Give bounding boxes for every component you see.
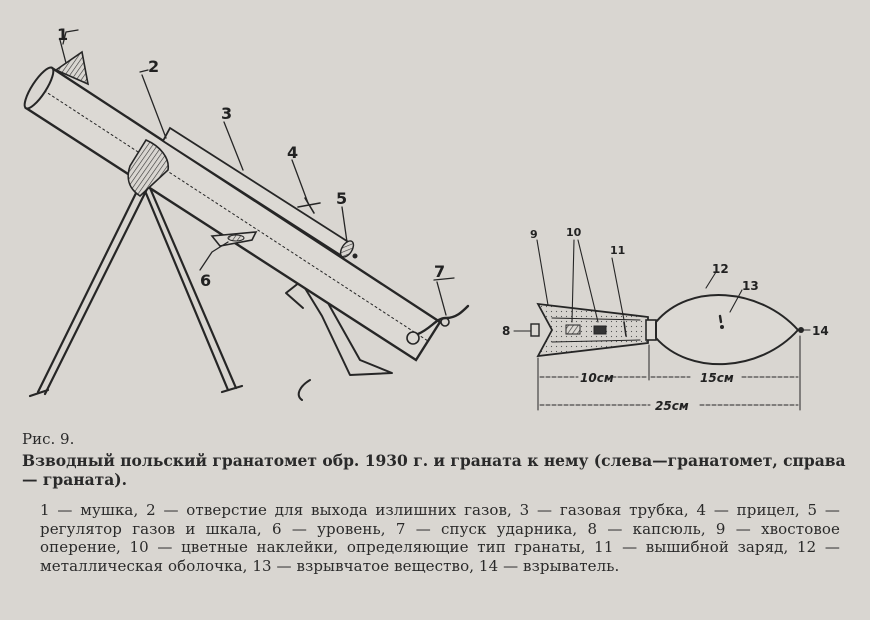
callout-12: 12 <box>712 262 729 276</box>
callout-5: 5 <box>336 189 348 208</box>
color-sticker-a <box>566 325 580 334</box>
callout-14: 14 <box>812 324 829 338</box>
callout-10: 10 <box>566 226 582 239</box>
grenade-drawing <box>502 226 829 413</box>
figure-title: Взводный польский гранатомет обр. 1930 г. и граната к нему (слева—гранатомет, справа — граната). <box>22 451 846 489</box>
grenade-body <box>656 295 798 364</box>
dim-total-length: 25см <box>655 399 689 413</box>
dim-tail-length: 10см <box>580 371 614 385</box>
figure-legend: 1 — мушка, 2 — отверстие для выхода излишних газов, 3 — газовая трубка, 4 — прицел, 5 — регулятор газов и шкала, 6 — уровень, 7 — спуск ударника, 8 — капсюль, 9 — хвостовое оперение, 10 — цветные наклейки, определяющие тип гранаты, 11 — вышибной заряд, 12 — металлическая оболочка, 13 — взрывчатое вещество, 14 — взрыватель. <box>40 501 840 575</box>
dim-body-length: 15см <box>700 371 734 385</box>
tail-fins <box>538 304 648 356</box>
callout-1: 1 <box>57 25 69 44</box>
mortar-drawing <box>20 25 468 400</box>
figure-number: Рис. 9. <box>22 430 75 448</box>
callout-2: 2 <box>148 57 160 76</box>
callout-6: 6 <box>200 271 212 290</box>
grenade-neck <box>646 320 656 340</box>
callout-8: 8 <box>502 324 511 338</box>
callout-11: 11 <box>610 244 626 257</box>
primer-cap <box>531 324 539 336</box>
callout-7: 7 <box>434 262 446 281</box>
callout-3: 3 <box>221 104 233 123</box>
mortar-leaders <box>60 30 454 315</box>
color-sticker-b <box>594 326 606 334</box>
fuse <box>798 327 804 333</box>
rear-sight <box>298 198 320 213</box>
callout-9: 9 <box>530 228 538 241</box>
callout-4: 4 <box>287 143 299 162</box>
callout-13: 13 <box>742 279 759 293</box>
mortar-barrel <box>20 52 468 360</box>
